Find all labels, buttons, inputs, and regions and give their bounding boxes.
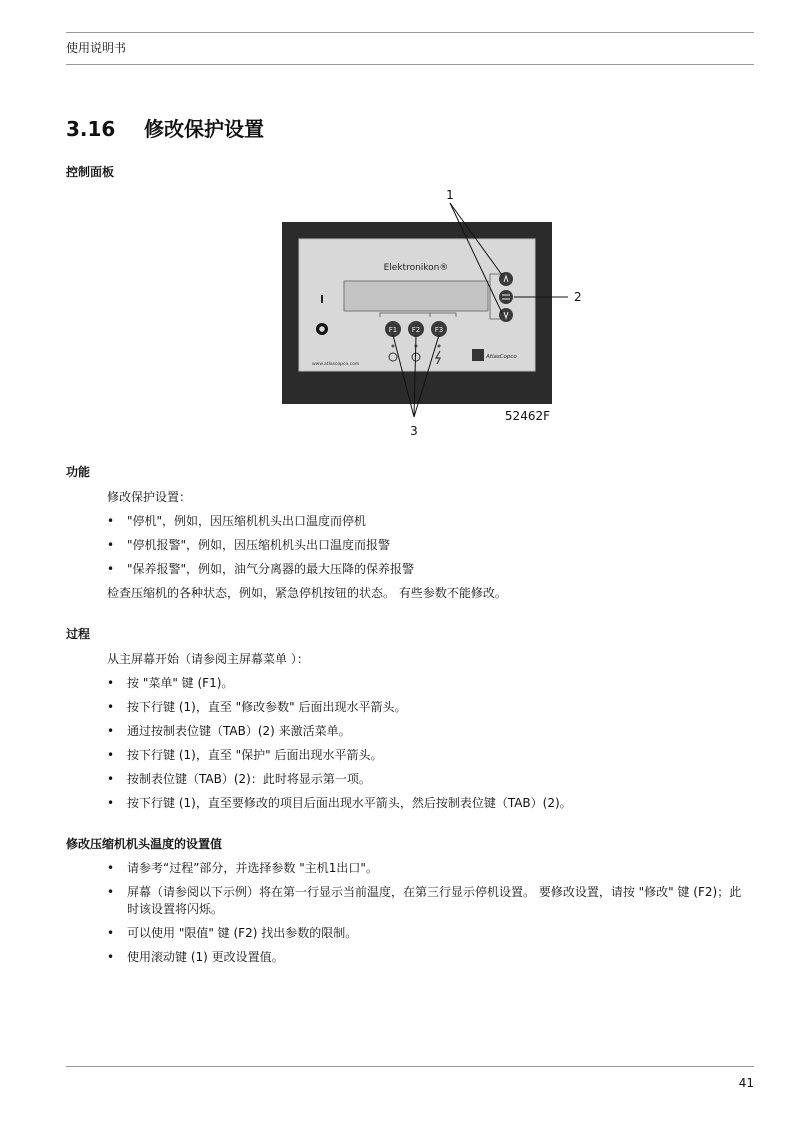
list-item: • 按下行键 (1)，直至要修改的项目后面出现水平箭头，然后按制表位键（TAB）(2)。: [107, 796, 572, 810]
list-item: • 屏幕（请参阅以下示例）将在第一行显示当前温度，在第三行显示停机设置。 要修改设置，请按 "修改" 键 (F2)；此时该设置将闪烁。: [107, 885, 742, 916]
function-heading: 功能: [66, 465, 91, 479]
list-item: • 请参考“过程”部分，并选择参数 "主机1出口"。: [107, 861, 378, 875]
list-item: • 按 "菜单" 键 (F1)。: [107, 676, 234, 690]
callout-3-label: 3: [410, 424, 418, 438]
logo-text: AtlasCopco: [486, 354, 517, 360]
figure-id: 52462F: [504, 409, 550, 423]
control-panel-heading: 控制面板: [66, 165, 115, 179]
f1-key-label: F1: [388, 326, 398, 334]
list-item: • 可以使用 "限值" 键 (F2) 找出参数的限制。: [107, 926, 358, 940]
f2-key-label: F2: [411, 326, 421, 334]
display-window: [344, 281, 488, 311]
callout-1-label: 1: [446, 188, 454, 202]
list-item: • 按制表位键（TAB）(2)：此时将显示第一项。: [107, 772, 371, 786]
list-item: • 按下行键 (1)，直至 "保护" 后面出现水平箭头。: [107, 748, 383, 762]
list-item: • "停机报警"，例如，因压缩机机头出口温度而报警: [107, 538, 391, 552]
function-intro: 修改保护设置：: [107, 490, 192, 504]
list-item: • "停机"，例如，因压缩机机头出口温度而停机: [107, 514, 367, 528]
modify-heading: 修改压缩机机头温度的设置值: [66, 837, 223, 851]
list-item: • 通过按制表位键（TAB）(2) 来激活菜单。: [107, 724, 351, 738]
stop-button-ring: [319, 326, 325, 332]
led-indicator: [438, 345, 441, 348]
f3-key-label: F3: [434, 326, 444, 334]
header-bottom-rule: [66, 64, 754, 65]
brand-label: Elektronikon®: [383, 263, 449, 273]
section-number: 3.16: [66, 117, 116, 141]
tab-key: [499, 290, 513, 304]
list-item: • "保养报警"，例如，油气分离器的最大压降的保养报警: [107, 562, 415, 576]
running-header: 使用说明书: [66, 41, 127, 55]
section-title-text: 修改保护设置: [144, 117, 264, 141]
section-title: [66, 113, 264, 142]
start-button-icon: [321, 295, 323, 303]
led-indicator: [392, 345, 395, 348]
callout-2-label: 2: [574, 290, 582, 304]
header-top-rule: [66, 32, 754, 33]
page-number: 41: [738, 1076, 754, 1090]
procedure-intro: 从主屏幕开始（请参阅主屏幕菜单 ）：: [107, 652, 309, 666]
procedure-heading: 过程: [66, 627, 91, 641]
control-panel-figure: [282, 185, 602, 440]
control-panel-illustration: [282, 185, 602, 440]
list-item: • 按下行键 (1)，直至 "修改参数" 后面出现水平箭头。: [107, 700, 407, 714]
list-item: • 使用滚动键 (1) 更改设置值。: [107, 950, 284, 964]
atlas-copco-logo-icon: [472, 349, 484, 361]
website-label: www.atlascopco.com: [312, 362, 360, 367]
footer-rule: [66, 1066, 754, 1067]
function-note: 检查压缩机的各种状态，例如，紧急停机按钮的状态。 有些参数不能修改。: [107, 586, 507, 600]
